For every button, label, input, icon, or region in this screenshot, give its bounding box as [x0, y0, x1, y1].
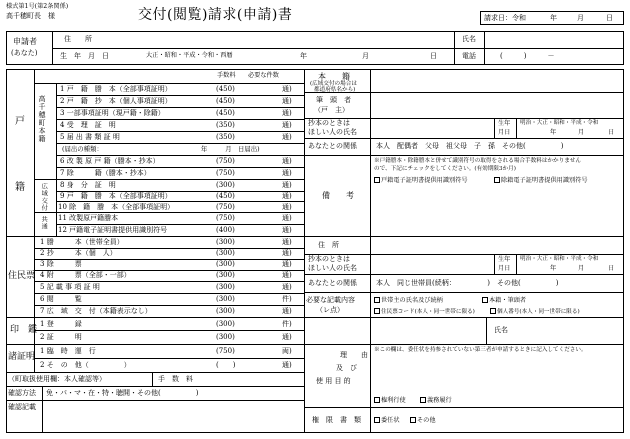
juminhyo-item-1[interactable]: 1 謄 本（世帯全員） [40, 238, 124, 246]
koseki-sub-wide: 広域交付 [40, 183, 48, 212]
juminhyo-relation-options[interactable]: 本人 同じ世帯員(続柄： ) その他( ) [376, 279, 559, 287]
needed-option-2[interactable]: 本籍・筆頭者 [482, 297, 526, 304]
koseki-label-1: 戸 [15, 116, 25, 127]
authority-option-2[interactable]: その他 [410, 417, 436, 424]
purpose-label-3: 使 用 目 的 [316, 377, 351, 385]
request-month-label: 月 [577, 14, 584, 22]
koseki-sub-common: 共通 [40, 216, 48, 231]
juminhyo-relation-label: あなたとの関係 [308, 279, 357, 287]
checkbox-icon[interactable] [374, 297, 380, 303]
requester-name-label: 氏名 [462, 35, 476, 43]
koseki-notice-type[interactable]: (届出の種類： 年 月 日届出) [62, 145, 260, 153]
needed-label-2: （レ点） [316, 306, 344, 314]
inkan-name-input[interactable] [512, 318, 622, 343]
needed-option-1[interactable]: 世帯主の氏名及び続柄 [374, 297, 443, 304]
juminhyo-item-7[interactable]: 7 広 域 交 付（本籍表示なし） [40, 307, 152, 315]
honseki-note-2: 都道府県名から) [314, 87, 356, 93]
koseki-item-2[interactable]: 2 戸 籍 抄 本（個人事項証明） [60, 97, 172, 105]
checkbox-icon[interactable] [482, 297, 488, 303]
koseki-item-6[interactable]: 6 改 製 原 戸 籍（謄本・抄本） [60, 157, 160, 165]
requester-address-label: 住 所 [64, 35, 92, 43]
koseki-item-5[interactable]: 5 届 出 書 類 証 明 [60, 133, 120, 141]
purpose-note: ※この欄は、委任状を持参されていない第三者が申請するときに記入してください。 [374, 347, 587, 353]
form-number: 様式第1号(第2条関係) [6, 3, 69, 10]
requester-label: 申請者 [13, 37, 37, 46]
inkan-item-2[interactable]: 2 証 明 [40, 333, 82, 341]
needed-label-1: 必要な記載内容 [306, 296, 355, 304]
count-header: 必要な件数 [248, 72, 279, 79]
juminhyo-person-label-1: 抄本のときは [308, 255, 350, 263]
purpose-label-1: 理 由 [340, 351, 368, 359]
form-title: 交付(閲覧)請求(申請)書 [138, 7, 293, 23]
inkan-item-1[interactable]: 1 登 録 [40, 320, 82, 328]
remarks-label: 備 考 [322, 191, 354, 200]
juminhyo-item-2[interactable]: 2 抄 本（個 人） [40, 249, 117, 257]
juminhyo-item-6[interactable]: 6 閲 覧 [40, 295, 82, 303]
koseki-item-12[interactable]: 12 戸籍電子証明書提供用識別符号 [58, 226, 168, 234]
addressee: 高千穂町長 様 [6, 12, 55, 20]
koseki-item-7[interactable]: 7 除 籍（謄本・抄本） [60, 169, 151, 177]
checkbox-icon[interactable] [374, 417, 380, 423]
request-form-page: 様式第1号(第2条関係) 高千穂町長 様 交付(閲覧)請求(申請)書 請求日：令和 年 月 日 申請者 (あなた) 住 所 生 年 月 日 大正・昭和・平成・令和・西暦 年 月 日 氏名 電話 ( ) － 戸 籍 手数料 必要な件数 高千穂町本籍 広域交付 共通 1 戸 籍 謄 本（全部事項証明） 2 戸 籍 抄 本（個人事項証明） 3 一部事項証明（現戸籍・除籍） 4 受 理 証 明 5 届 出 書 類 証 明 (届出の種類： 年 月 日届出) 6 改 製 原 戸 籍（謄本・抄本） 7 除 籍（謄本・抄本） 8 身 分 証 明 9 戸 籍 謄 本（全部事項証明） 10 除 籍 謄 本（全部事項証明） 11 改製原戸籍謄本 12 戸籍電子証明書提供用識別符号 (450) (450) (450) (350) (350) (750) (750) (300) (450) (750) (750) (400) 通) 通) 通) 通) 通) 通) 通) 通) 通) 通) 通) 通) 本 籍 (広域交付の場合は 都道府県名から) 筆 頭 者 （戸 主） 抄本のときは ほしい人の氏名 生年 月日 明治・大正・昭和・平成・令和 年 月 日 あなたとの関係 本人 配偶者 父母 祖父母 子 孫 その他( ) 備 考 ※戸籍謄本・除籍謄本と併せて識別符号の取得をされる場合手数料はかかりません ので、下記にチェックをしてください。(有効期限3か月) 戸籍電子証明書提供用識別符号 除籍電子証明書提供用識別符号 住民票 1 謄 本（世帯全員） 2 抄 本（個 人） 3 除 票 4 附 票（全部・一部） 5 記 載 事 項 証 明 6 閲 覧 7 広 域 交 付（本籍表示なし） (300) (300) (300) (300) (300) (300) (300) 通) 通) 通) 通) 通) 件) 通) 住 所 抄本のときは ほしい人の氏名 生年 月日 明治・大正・昭和・平成・令和 年 月 日 あなたとの関係 本人 同じ世帯員(続柄： ) その他( ) 必要な記載内容 （レ点） 世帯主の氏名及び続柄 本籍・筆頭者 住民票コード(本人・同一世帯に限る) 個人番号(本人・同一世帯に限る) 印 鑑 1 登 録 2 証 明 (300) (300) 件) 通) 氏名 諸証明 1 臨 時 運 行 2 そ の 他（ ） (750) ( ) 両) 通) 理 由 及 び 使 用 目 的 ※この欄は、委任状を持参されていない第三者が申請するときに記入してください。 権利行使 義務履行 権 限 書 類 委任状 その他 （町取扱使用欄：本人確認等） 手 数 料 確認方法 免・パ・マ・在・特・聴開・その他( ) 確認記載 [0, 0, 630, 439]
koseki-era-options[interactable]: 明治・大正・昭和・平成・令和 [520, 120, 599, 126]
honseki-input[interactable] [372, 70, 622, 91]
koseki-person-label-2: ほしい人の氏名 [308, 128, 357, 136]
requester-name-input[interactable] [486, 32, 622, 47]
koseki-person-label-1: 抄本のときは [308, 119, 350, 127]
juminhyo-address-label: 住 所 [318, 241, 339, 249]
koseki-item-9[interactable]: 9 戸 籍 謄 本（全部事項証明） [60, 192, 172, 200]
koseki-item-8[interactable]: 8 身 分 証 明 [60, 181, 116, 189]
checkbox-icon[interactable] [374, 308, 380, 314]
inkan-address-input[interactable] [372, 318, 484, 343]
remarks-note-1: ※戸籍謄本・除籍謄本と併せて識別符号の取得をされる場合手数料はかかりません [374, 158, 581, 164]
inkan-label: 印 鑑 [10, 325, 38, 335]
koseki-item-3[interactable]: 3 一部事項証明（現戸籍・除籍） [60, 109, 165, 117]
koseki-relation-options[interactable]: 本人 配偶者 父母 祖父母 子 孫 その他( ) [376, 142, 564, 150]
koseki-item-4[interactable]: 4 受 理 証 明 [60, 121, 116, 129]
verify-label: 確認方法 [8, 389, 36, 397]
shomei-item-2[interactable]: 2 そ の 他（ ） [40, 361, 131, 369]
hittousha-input[interactable] [372, 93, 622, 117]
juminhyo-label: 住民票 [8, 271, 36, 281]
koseki-relation-label: あなたとの関係 [308, 142, 357, 150]
requester-era-options[interactable]: 大正・昭和・平成・令和・西暦 [146, 52, 233, 59]
honseki-label: 本 籍 [318, 72, 350, 81]
checkbox-icon[interactable] [410, 417, 416, 423]
purpose-label-2: 及 び [336, 364, 357, 372]
office-use-label: （町取扱使用欄：本人確認等） [8, 375, 106, 383]
requester-birth-label: 生 年 月 日 [60, 52, 109, 60]
requester-phone-label: 電話 [462, 52, 476, 60]
requester-phone-input[interactable]: ( ) － [500, 52, 555, 60]
juminhyo-item-3[interactable]: 3 除 票 [40, 260, 82, 268]
needed-option-4[interactable]: 個人番号(本人・同一世帯に限る) [490, 308, 580, 316]
juminhyo-item-5[interactable]: 5 記 載 事 項 証 明 [40, 283, 100, 291]
remarks-note-2: ので、下記にチェックをしてください。(有効期限3か月) [374, 166, 516, 172]
requester-sub-label: (あなた) [11, 49, 38, 57]
authority-option-1[interactable]: 委任状 [374, 417, 400, 424]
checkbox-icon[interactable] [490, 308, 496, 314]
verify-options[interactable]: 免・パ・マ・在・特・聴開・その他( ) [46, 389, 199, 397]
shomei-item-1[interactable]: 1 臨 時 運 行 [40, 347, 96, 355]
purpose-option-1[interactable]: 権利行使 [374, 397, 406, 404]
koseki-label-2: 籍 [15, 182, 25, 193]
needed-option-3[interactable]: 住民票コード(本人・同一世帯に限る) [374, 308, 475, 316]
checkbox-icon[interactable] [374, 177, 380, 183]
purpose-input[interactable] [372, 356, 622, 392]
hittousha-label: 筆 頭 者 [316, 96, 351, 104]
juminhyo-person-label-2: ほしい人の氏名 [308, 264, 357, 272]
checkbox-icon[interactable] [374, 397, 380, 403]
request-day-label: 日 [606, 14, 613, 22]
remarks-option-1[interactable]: 戸籍電子証明書提供用識別符号 [374, 177, 468, 184]
authority-label: 権 限 書 類 [312, 416, 361, 424]
juminhyo-person-input[interactable] [372, 255, 493, 273]
purpose-option-2[interactable]: 義務履行 [420, 397, 452, 404]
remarks-option-2[interactable]: 除籍電子証明書提供用識別符号 [494, 177, 588, 184]
fee-count-label: 手 数 料 [158, 375, 193, 383]
requester-address-input[interactable] [110, 32, 452, 47]
juminhyo-era-options[interactable]: 明治・大正・昭和・平成・令和 [520, 256, 599, 262]
hittousha-sub: （戸 主） [314, 106, 349, 114]
koseki-item-11[interactable]: 11 改製原戸籍謄本 [58, 214, 119, 222]
juminhyo-item-4[interactable]: 4 附 票（全部・一部） [40, 271, 131, 279]
inkan-name-label: 氏名 [494, 326, 508, 334]
koseki-sub-main: 高千穂町本籍 [38, 95, 46, 143]
shomei-label: 諸証明 [8, 352, 36, 362]
honseki-note-1: (広域交付の場合は [310, 81, 357, 87]
checkbox-icon[interactable] [420, 397, 426, 403]
request-date-label: 請求日：令和 [484, 14, 526, 22]
koseki-item-10[interactable]: 10 除 籍 謄 本（全部事項証明） [58, 203, 175, 211]
koseki-item-1[interactable]: 1 戸 籍 謄 本（全部事項証明） [60, 85, 172, 93]
fee-header: 手数料 [217, 72, 236, 79]
record-input[interactable] [44, 401, 302, 431]
koseki-person-input[interactable] [372, 119, 493, 137]
request-year-label: 年 [550, 14, 557, 22]
record-label: 確認記載 [8, 403, 36, 411]
checkbox-icon[interactable] [494, 177, 500, 183]
juminhyo-address-input[interactable] [372, 237, 622, 253]
